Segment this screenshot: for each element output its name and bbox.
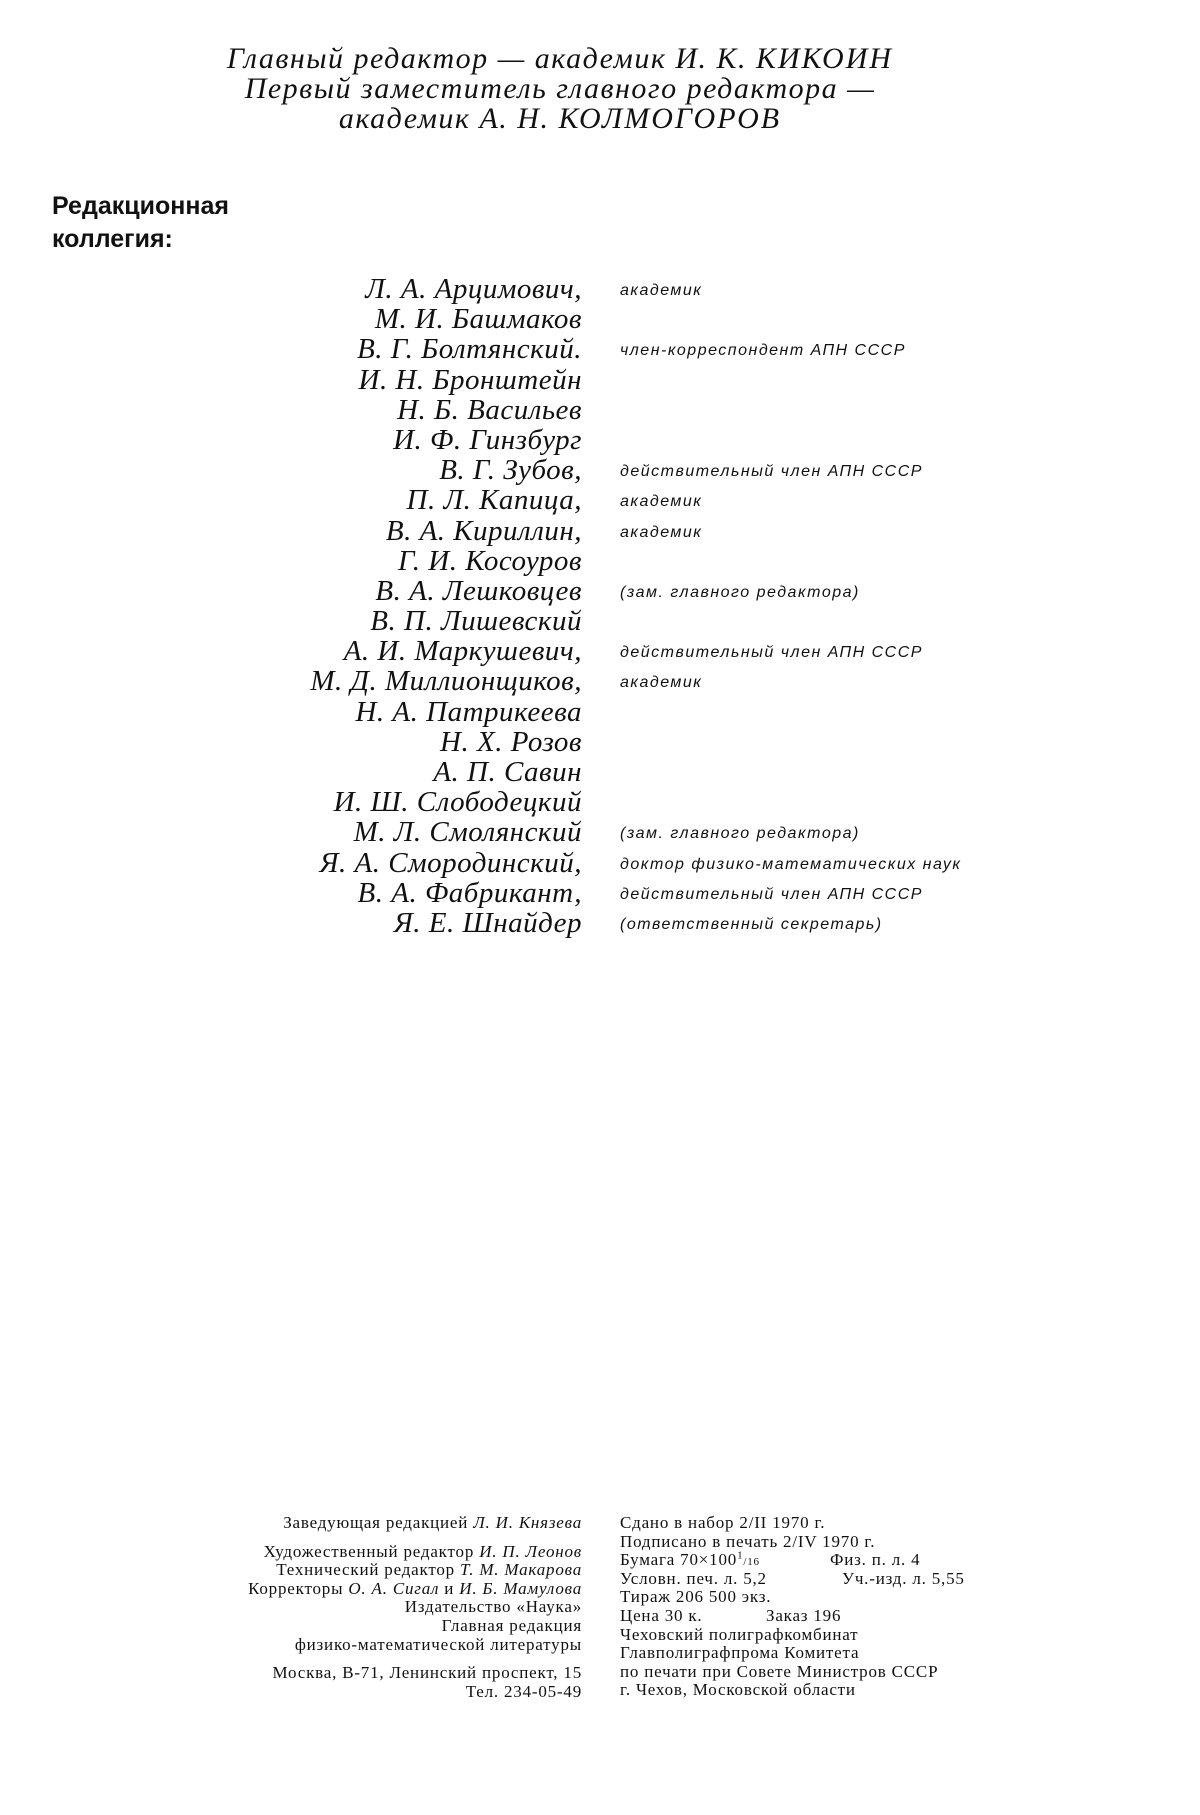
proofreaders-line bbox=[248, 1580, 582, 1599]
art-editor-name: И. П. Леонов bbox=[479, 1541, 582, 1561]
first-deputy-line: Первый заместитель главного редактора — bbox=[244, 72, 876, 105]
board-member-name: И. Ш. Слободецкий bbox=[333, 786, 582, 819]
office-line-1: Главная редакция bbox=[441, 1615, 582, 1635]
board-member-role: действительный член АПН СССР bbox=[620, 463, 923, 481]
address-line: Москва, В-71, Ленинский проспект, 15 bbox=[272, 1663, 582, 1683]
board-member-name: Н. Х. Розов bbox=[440, 725, 582, 758]
colophon-editorial-staff bbox=[248, 1514, 582, 1701]
proofreaders-and: и bbox=[444, 1578, 455, 1598]
printer-line-1: Чеховский полиграфкомбинат bbox=[620, 1624, 859, 1644]
board-member-name: А. И. Маркушевич, bbox=[343, 635, 582, 668]
proofreaders-label: Корректоры bbox=[248, 1578, 344, 1598]
publisher-line: Издательство «Наука» bbox=[404, 1597, 582, 1617]
proofreader-name-1: О. А. Сигал bbox=[348, 1578, 440, 1598]
board-member-role: (зам. главного редактора) bbox=[620, 583, 860, 601]
board-member-name: Я. Е. Шнайдер bbox=[393, 906, 582, 939]
board-member-role: академик bbox=[620, 493, 703, 511]
board-member-role: академик bbox=[620, 674, 703, 692]
board-member-row bbox=[0, 636, 1200, 666]
board-member-name: В. А. Кириллин, bbox=[385, 514, 582, 547]
board-member-name: В. Г. Болтянский. bbox=[357, 333, 582, 366]
board-member-name: И. Ф. Гинзбург bbox=[393, 423, 582, 456]
paper-format: Бумага 70×100 bbox=[620, 1550, 738, 1570]
board-member-name: М. Л. Смолянский bbox=[353, 816, 582, 849]
sheets-line bbox=[620, 1568, 965, 1589]
office-line-2: физико-математической литературы bbox=[294, 1634, 582, 1654]
board-member-name: П. Л. Капица, bbox=[406, 484, 582, 517]
board-member-row bbox=[0, 666, 1200, 696]
order-number: Заказ 196 bbox=[766, 1605, 842, 1625]
printer-line-4: г. Чехов, Московской области bbox=[620, 1680, 856, 1700]
board-member-role: действительный член АПН СССР bbox=[620, 885, 923, 903]
board-member-row bbox=[0, 848, 1200, 878]
board-member-row bbox=[0, 304, 1200, 334]
head-editor-label: Заведующая редакцией bbox=[283, 1513, 469, 1532]
phone-line: Тел. 234-05-49 bbox=[465, 1681, 582, 1701]
board-member-row bbox=[0, 425, 1200, 455]
board-member-row bbox=[0, 697, 1200, 727]
price: Цена 30 к. bbox=[620, 1605, 703, 1625]
board-member-row bbox=[0, 516, 1200, 546]
board-member-name: М. Д. Миллионщиков, bbox=[310, 665, 582, 698]
signed-date: Подписано в печать 2/IV 1970 г. bbox=[620, 1531, 876, 1551]
board-member-row bbox=[0, 787, 1200, 817]
board-member-name: В. П. Лишевский bbox=[370, 605, 582, 638]
paper-format-numerator: 1 bbox=[737, 1549, 744, 1562]
tech-editor-label: Технический редактор bbox=[276, 1560, 455, 1580]
board-member-row bbox=[0, 727, 1200, 757]
board-member-row bbox=[0, 455, 1200, 485]
board-member-name: А. П. Савин bbox=[433, 756, 582, 788]
board-member-name: В. А. Фабрикант, bbox=[357, 876, 582, 909]
first-deputy-name-line bbox=[0, 104, 1120, 134]
editorial-board-heading bbox=[52, 190, 229, 256]
board-member-name: Н. А. Патрикеева bbox=[355, 695, 582, 728]
board-member-row bbox=[0, 606, 1200, 636]
proofreader-name-2: И. Б. Мамулова bbox=[459, 1578, 582, 1598]
printer-line-3: по печати при Совете Министров СССР bbox=[620, 1661, 939, 1681]
board-member-row bbox=[0, 878, 1200, 908]
board-member-name: Г. И. Косоуров bbox=[397, 544, 582, 577]
tech-editor-line bbox=[248, 1561, 582, 1580]
publishing-sheets: Уч.-изд. л. 5,55 bbox=[842, 1568, 965, 1588]
board-member-name: Я. А. Смородинский, bbox=[319, 846, 582, 879]
board-member-role: (ответственный секретарь) bbox=[620, 915, 883, 933]
editor-in-chief-line bbox=[0, 44, 1120, 74]
board-member-role: член-корреспондент АПН СССР bbox=[620, 342, 906, 360]
paper-line bbox=[620, 1551, 938, 1570]
printer-line-2: Главполиграфпрома Комитета bbox=[620, 1643, 860, 1663]
board-member-name: М. И. Башмаков bbox=[374, 303, 582, 336]
art-editor-label: Художественный редактор bbox=[263, 1541, 475, 1561]
board-member-role: (зам. главного редактора) bbox=[620, 825, 860, 843]
editor-in-chief-name: КИКОИН bbox=[755, 42, 894, 75]
typeset-date: Сдано в набор 2/II 1970 г. bbox=[620, 1513, 826, 1532]
tech-editor-name: Т. М. Макарова bbox=[460, 1560, 582, 1580]
board-member-role: академик bbox=[620, 282, 703, 299]
board-member-name: Л. А. Арцимович, bbox=[365, 273, 582, 305]
editor-in-chief-title: Главный редактор — академик И. К. bbox=[226, 42, 747, 75]
board-member-row bbox=[0, 757, 1200, 787]
board-member-row bbox=[0, 395, 1200, 425]
physical-sheets: Физ. п. л. 4 bbox=[830, 1550, 921, 1570]
board-member-name: И. Н. Бронштейн bbox=[358, 363, 582, 396]
print-run: Тираж 206 500 экз. bbox=[620, 1587, 772, 1607]
board-member-row bbox=[0, 576, 1200, 606]
art-editor-line bbox=[248, 1543, 582, 1562]
head-editor-name: Л. И. Князева bbox=[473, 1513, 582, 1532]
board-member-name: Н. Б. Васильев bbox=[397, 393, 582, 426]
editorial-board-heading-line1: Редакционная bbox=[52, 192, 229, 220]
paper-format-denominator: /16 bbox=[743, 1556, 760, 1569]
board-member-row bbox=[0, 485, 1200, 515]
board-member-role: доктор физико-математических наук bbox=[620, 855, 962, 873]
editorial-board-heading-line2: коллегия: bbox=[52, 225, 173, 253]
board-member-name: В. Г. Зубов, bbox=[439, 454, 582, 487]
board-member-name: В. А. Лешковцев bbox=[375, 574, 582, 607]
board-member-row bbox=[0, 274, 1200, 304]
conditional-sheets: Условн. печ. л. 5,2 bbox=[620, 1568, 767, 1588]
board-member-row bbox=[0, 334, 1200, 364]
first-deputy-name: КОЛМОГОРОВ bbox=[558, 102, 782, 135]
board-member-row bbox=[0, 908, 1200, 938]
editorial-header bbox=[0, 44, 1120, 134]
first-deputy-title: академик А. Н. bbox=[338, 102, 550, 135]
board-member-row bbox=[0, 546, 1200, 576]
editorial-board-members bbox=[0, 274, 1200, 938]
board-member-row bbox=[0, 817, 1200, 847]
board-member-role: действительный член АПН СССР bbox=[620, 644, 923, 662]
price-line bbox=[620, 1607, 938, 1626]
board-member-role: академик bbox=[620, 523, 703, 541]
colophon-print-details bbox=[620, 1513, 965, 1700]
board-member-row bbox=[0, 365, 1200, 395]
head-editor-line bbox=[248, 1514, 582, 1533]
